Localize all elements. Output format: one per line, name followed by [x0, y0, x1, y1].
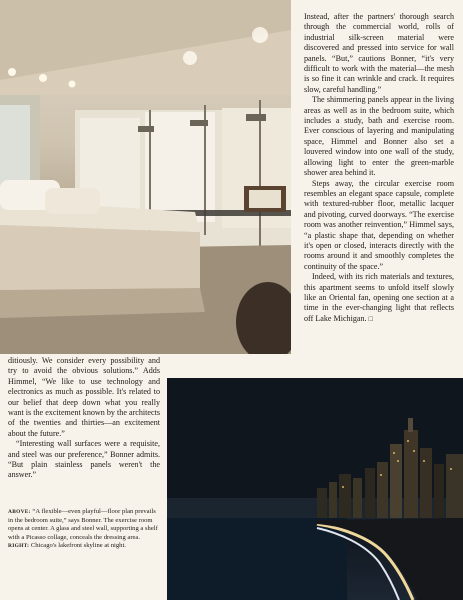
paragraph: ditiously. We consider every possibility and try to avoid the obvious solutions.” Adds Himmel, “We like to use technology and electronics as much as possible. It's related to our belief that deep down what you really want is the excitement known by the architects of the twenties and thirties—an excitement about the future.”	[8, 356, 160, 438]
paragraph: Instead, after the partners' thorough search through the commercial world, rolls of industrial silk-screen material were discovered and pressed into service for wall panels. “But,” cautions Bonner, “it's very difficult to work with the material—the mesh is so fine it can wrinkle and crack. It requires slow, careful handling.”	[304, 12, 454, 94]
caption-text-above: “A flexible—even playful—floor plan prevails in the bedroom suite,” says Bonner. The exercise room opens at center. A glass and steel wall, supporting a shelf with a Picasso collage, conceals the dressing area.	[8, 508, 158, 541]
paragraph-text: Steps away, the circular exercise room resembles an elegant space capsule, complete with textured-rubber floor, metallic lacquer and pivoting, curved doorways. “The exercise room was another reinvention,” Himmel says, “a plastic shape that, depending on whether it's open or closed, interacts directly with the rooms around it and smoothly completes the continuity of the space.”	[304, 178, 454, 271]
caption-label-right: RIGHT:	[8, 543, 30, 550]
skyline-photo	[167, 378, 463, 600]
paragraph	[304, 179, 454, 273]
article-column-right	[304, 12, 454, 324]
article-column-left	[8, 356, 160, 481]
paragraph: The shimmering panels appear in the living areas as well as in the bedroom suite, which includes a study, bath and exercise room. Ever conscious of layering and manipulating space, Himmel and Bonner also set a louvered window into one wall of the study, allowing light to enter the green-marble shower area behind it.	[304, 95, 454, 178]
skyline-illustration	[167, 378, 463, 600]
paragraph-text: Indeed, with its rich materials and textures, this apartment seems to unfold itself slowly like an Oriental fan, opening one section at a time in the ever-changing light that reflects off Lake Michigan.	[304, 272, 454, 323]
caption-text-right: Chicago's lakefront skyline at night.	[29, 542, 126, 550]
paragraph: “Interesting wall surfaces were a requisite, and steel was our preference,” Bonner admits. “But plain stainless panels weren't the answer.”	[8, 439, 160, 480]
bedroom-photo	[0, 0, 291, 354]
photo-caption	[8, 508, 160, 551]
paragraph	[304, 272, 454, 324]
end-mark: □	[368, 314, 373, 323]
caption-label-above: ABOVE:	[8, 509, 31, 515]
bedroom-illustration	[0, 0, 291, 354]
